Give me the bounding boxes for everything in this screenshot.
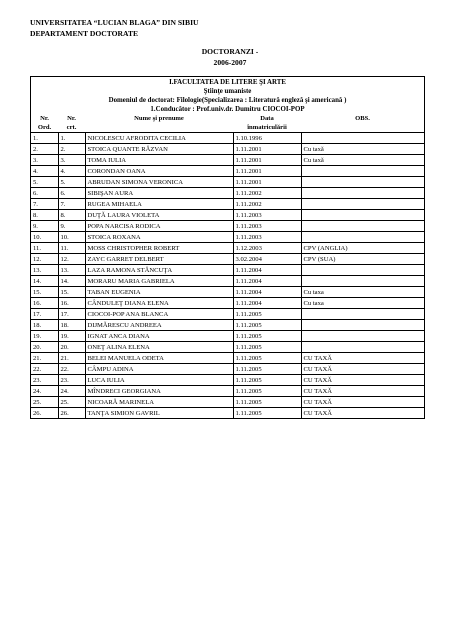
cell-date: 1.11.2002 (233, 199, 301, 210)
cell-nr-ord: 1. (31, 133, 58, 144)
cell-nr-crt: 3. (58, 155, 85, 166)
cell-nr-ord: 14. (31, 276, 58, 287)
document-title (160, 46, 300, 68)
cell-nr-ord: 22. (31, 364, 58, 375)
cell-nr-ord: 4. (31, 166, 58, 177)
cell-name: BELEI MANUELA ODETA (85, 353, 233, 364)
department-name: DEPARTAMENT DOCTORATE (30, 29, 139, 38)
cell-name: CÂMPU ADINA (85, 364, 233, 375)
cell-date: 1.11.2004 (233, 287, 301, 298)
col-header-date-line1: Data (260, 115, 274, 122)
cell-nr-crt: 25. (58, 397, 85, 408)
table-row (31, 298, 424, 309)
cell-date: 1.11.2001 (233, 144, 301, 155)
cell-nr-crt: 12. (58, 254, 85, 265)
col-header-nr-crt-line1: Nr. (67, 115, 76, 122)
table-row (31, 133, 424, 144)
table-row (31, 276, 424, 287)
cell-obs (301, 265, 424, 276)
cell-date: 1.11.2001 (233, 155, 301, 166)
table-body (31, 133, 424, 419)
cell-obs: Cu taxa (301, 287, 424, 298)
faculty-block (31, 77, 424, 114)
table-row (31, 386, 424, 397)
cell-nr-ord: 23. (31, 375, 58, 386)
domain-name: Domeniul de doctorat: Filologie(Specializarea : Literatură engleză şi americană ) (108, 97, 347, 104)
students-table (31, 114, 424, 418)
cell-obs (301, 320, 424, 331)
cell-name: NICOLESCU AFRODITA CECILIA (85, 133, 233, 144)
cell-nr-crt: 4. (58, 166, 85, 177)
cell-name: DUŢĂ LAURA VIOLETA (85, 210, 233, 221)
cell-obs: Cu taxa (301, 298, 424, 309)
cell-name: STOICA QUANTE RĂZVAN (85, 144, 233, 155)
col-header-nr-ord (31, 114, 58, 133)
cell-name: MÎNDRECI GEORGIANA (85, 386, 233, 397)
table-row (31, 243, 424, 254)
cell-nr-ord: 12. (31, 254, 58, 265)
cell-nr-ord: 19. (31, 331, 58, 342)
cell-obs: Cu taxă (301, 155, 424, 166)
cell-nr-crt: 9. (58, 221, 85, 232)
cell-nr-ord: 10. (31, 232, 58, 243)
cell-nr-crt: 14. (58, 276, 85, 287)
cell-nr-ord: 21. (31, 353, 58, 364)
table-row (31, 331, 424, 342)
cell-date: 1.10.1996 (233, 133, 301, 144)
cell-obs: CU TAXĂ (301, 375, 424, 386)
cell-nr-ord: 5. (31, 177, 58, 188)
cell-nr-ord: 7. (31, 199, 58, 210)
faculty-name: I.FACULTATEA DE LITERE ŞI ARTE (169, 79, 286, 86)
cell-date: 1.11.2005 (233, 408, 301, 419)
cell-date: 1.11.2005 (233, 320, 301, 331)
table-row (31, 254, 424, 265)
cell-obs (301, 166, 424, 177)
cell-nr-ord: 20. (31, 342, 58, 353)
table-row (31, 408, 424, 419)
document-header (30, 17, 199, 39)
cell-nr-crt: 23. (58, 375, 85, 386)
cell-name: CÂNDULEŢ DIANA ELENA (85, 298, 233, 309)
cell-nr-ord: 26. (31, 408, 58, 419)
cell-name: ZAYC GARRET DELBERT (85, 254, 233, 265)
table-row (31, 287, 424, 298)
cell-nr-ord: 9. (31, 221, 58, 232)
cell-name: RUGEA MIHAELA (85, 199, 233, 210)
cell-date: 1.11.2005 (233, 386, 301, 397)
cell-date: 1.12.2003 (233, 243, 301, 254)
cell-date: 1.11.2005 (233, 353, 301, 364)
cell-nr-crt: 17. (58, 309, 85, 320)
cell-nr-ord: 25. (31, 397, 58, 408)
cell-name: CIOCOI-POP ANA BLANCA (85, 309, 233, 320)
cell-name: MORARU MARIA GABRIELA (85, 276, 233, 287)
table-row (31, 166, 424, 177)
col-header-name: Nume şi prenume (134, 115, 184, 122)
cell-nr-crt: 19. (58, 331, 85, 342)
cell-obs (301, 276, 424, 287)
cell-obs (301, 133, 424, 144)
table-row (31, 232, 424, 243)
cell-name: LUCA IULIA (85, 375, 233, 386)
cell-nr-ord: 16. (31, 298, 58, 309)
cell-nr-crt: 6. (58, 188, 85, 199)
cell-date: 1.11.2004 (233, 276, 301, 287)
col-header-date-line2: înmatriculării (247, 124, 287, 131)
cell-obs: CU TAXĂ (301, 408, 424, 419)
cell-date: 1.11.2005 (233, 342, 301, 353)
cell-nr-crt: 15. (58, 287, 85, 298)
cell-obs (301, 177, 424, 188)
table-row (31, 210, 424, 221)
cell-nr-crt: 20. (58, 342, 85, 353)
cell-obs: CU TAXĂ (301, 364, 424, 375)
cell-nr-ord: 6. (31, 188, 58, 199)
cell-obs (301, 221, 424, 232)
cell-name: POPA NARCISA RODICA (85, 221, 233, 232)
table-row (31, 221, 424, 232)
cell-name: ABRUDAN SIMONA VERONICA (85, 177, 233, 188)
university-name: UNIVERSITATEA “LUCIAN BLAGA” DIN SIBIU (30, 18, 199, 27)
cell-nr-crt: 11. (58, 243, 85, 254)
cell-name: STOICA ROXANA (85, 232, 233, 243)
cell-obs (301, 210, 424, 221)
cell-name: IGNAT ANCA DIANA (85, 331, 233, 342)
cell-nr-ord: 24. (31, 386, 58, 397)
table-row (31, 188, 424, 199)
table-row (31, 155, 424, 166)
cell-date: 1.11.2004 (233, 298, 301, 309)
col-header-obs: OBS. (355, 115, 370, 122)
cell-name: TOMA IULIA (85, 155, 233, 166)
cell-date: 1.11.2003 (233, 210, 301, 221)
cell-nr-ord: 17. (31, 309, 58, 320)
table-row (31, 265, 424, 276)
col-header-date (233, 114, 301, 133)
cell-name: ONEŢ ALINA ELENA (85, 342, 233, 353)
cell-nr-crt: 5. (58, 177, 85, 188)
field-name: Ştiinţe umaniste (203, 88, 252, 95)
cell-obs (301, 232, 424, 243)
cell-name: TABAN EUGENIA (85, 287, 233, 298)
col-header-nr-crt (58, 114, 85, 133)
cell-date: 1.11.2001 (233, 177, 301, 188)
cell-date: 1.11.2003 (233, 221, 301, 232)
cell-obs: CU TAXĂ (301, 386, 424, 397)
cell-nr-ord: 3. (31, 155, 58, 166)
cell-date: 1.11.2004 (233, 265, 301, 276)
table-row (31, 320, 424, 331)
cell-obs (301, 342, 424, 353)
cell-nr-crt: 22. (58, 364, 85, 375)
cell-nr-crt: 8. (58, 210, 85, 221)
cell-nr-crt: 18. (58, 320, 85, 331)
cell-obs: CU TAXĂ (301, 353, 424, 364)
table-row (31, 342, 424, 353)
cell-obs: CPV (SUA) (301, 254, 424, 265)
cell-nr-ord: 13. (31, 265, 58, 276)
cell-nr-ord: 8. (31, 210, 58, 221)
cell-date: 1.11.2005 (233, 375, 301, 386)
cell-obs: CU TAXĂ (301, 397, 424, 408)
cell-obs: Cu taxă (301, 144, 424, 155)
table-row (31, 199, 424, 210)
cell-date: 1.11.2005 (233, 309, 301, 320)
table-row (31, 144, 424, 155)
cell-nr-ord: 2. (31, 144, 58, 155)
cell-name: CORONDAN OANA (85, 166, 233, 177)
cell-obs (301, 199, 424, 210)
cell-nr-ord: 18. (31, 320, 58, 331)
cell-name: LAZA RAMONA STĂNCUŢA (85, 265, 233, 276)
cell-date: 1.11.2003 (233, 232, 301, 243)
cell-date: 1.11.2005 (233, 364, 301, 375)
cell-date: 1.11.2005 (233, 331, 301, 342)
cell-date: 1.11.2001 (233, 166, 301, 177)
table-row (31, 177, 424, 188)
col-header-nr-ord-line2: Ord. (37, 124, 52, 131)
table-row (31, 309, 424, 320)
cell-nr-crt: 2. (58, 144, 85, 155)
cell-name: MOSS CHRISTOPHER ROBERT (85, 243, 233, 254)
cell-nr-ord: 15. (31, 287, 58, 298)
cell-nr-crt: 1. (58, 133, 85, 144)
cell-name: TANŢA SIMION GAVRIL (85, 408, 233, 419)
cell-obs (301, 309, 424, 320)
cell-nr-crt: 10. (58, 232, 85, 243)
cell-date: 1.11.2002 (233, 188, 301, 199)
title-line-2: 2006-2007 (213, 58, 247, 67)
cell-obs: CPV (ANGLIA) (301, 243, 424, 254)
title-line-1: DOCTORANZI - (201, 47, 259, 56)
col-header-nr-ord-line1: Nr. (40, 115, 49, 122)
cell-nr-crt: 26. (58, 408, 85, 419)
cell-nr-crt: 24. (58, 386, 85, 397)
cell-nr-crt: 16. (58, 298, 85, 309)
table-header-row (31, 114, 424, 133)
table-row (31, 375, 424, 386)
col-header-nr-crt-line2: crt. (66, 124, 77, 131)
cell-nr-crt: 21. (58, 353, 85, 364)
cell-name: DIJMĂRESCU ANDREEA (85, 320, 233, 331)
cell-date: 1.11.2005 (233, 397, 301, 408)
cell-nr-crt: 7. (58, 199, 85, 210)
doctoral-students-table (30, 76, 425, 419)
cell-nr-ord: 11. (31, 243, 58, 254)
cell-name: SIBIŞAN AURA (85, 188, 233, 199)
table-row (31, 397, 424, 408)
table-row (31, 353, 424, 364)
cell-date: 3.02.2004 (233, 254, 301, 265)
cell-obs (301, 188, 424, 199)
cell-nr-crt: 13. (58, 265, 85, 276)
table-row (31, 364, 424, 375)
advisor-name: 1.Conducător : Prof.univ.dr. Dumitru CIOCOI-POP (150, 106, 305, 113)
cell-name: NICOARĂ MARINELA (85, 397, 233, 408)
cell-obs (301, 331, 424, 342)
